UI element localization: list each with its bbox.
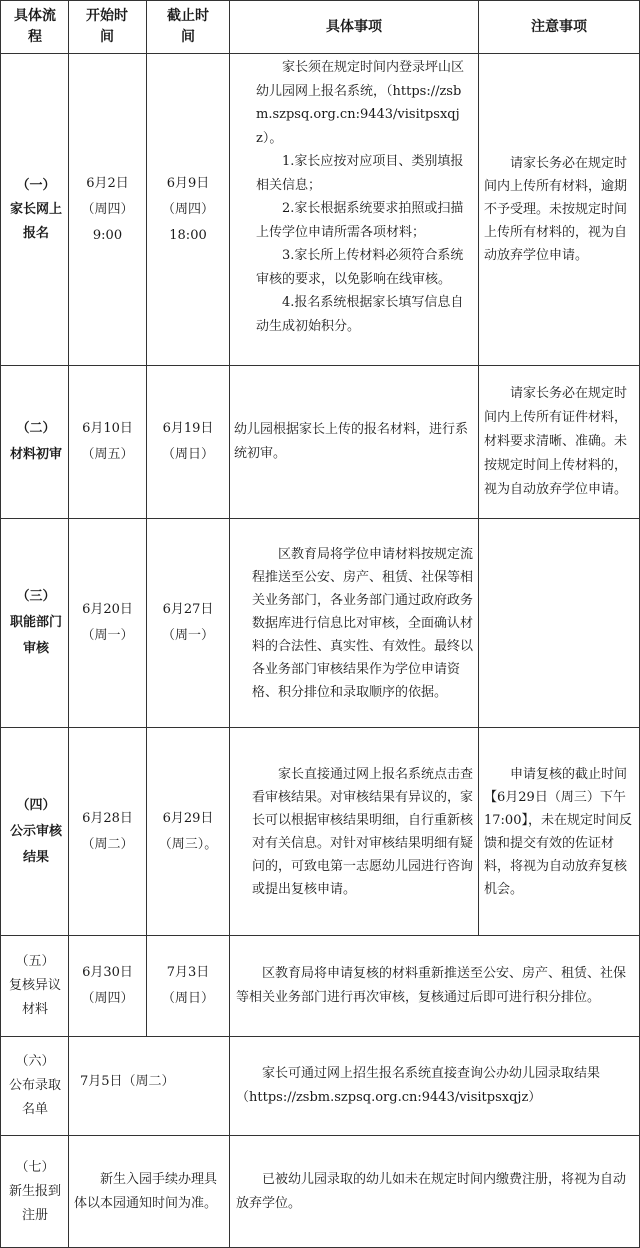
stage-name: 家长网上报名 — [10, 201, 62, 241]
stage-name: 材料初审 — [10, 447, 62, 462]
header-process-text: 具体流程 — [14, 8, 56, 45]
end-date: 6月19日 — [162, 421, 214, 436]
combined-date: 新生入园手续办理具体以本园通知时间为准。 — [74, 1171, 218, 1211]
start-day: （周四） — [81, 201, 134, 217]
start-time-cell — [69, 936, 146, 1036]
stage-cell — [10, 54, 62, 365]
header-notes — [479, 1, 639, 53]
notes-cell — [484, 54, 634, 365]
start-date: 6月20日 — [82, 602, 133, 617]
start-time-cell — [69, 728, 146, 935]
notes-cell — [484, 366, 634, 518]
stage-name: 公布录取名单 — [8, 1078, 61, 1117]
end-day: （周日） — [161, 447, 214, 462]
header-end — [166, 1, 210, 53]
header-details — [230, 1, 478, 53]
end-day: （周四） — [161, 201, 214, 217]
start-time-cell — [69, 519, 146, 727]
start-day: （周二） — [81, 836, 134, 852]
details-paragraph: 家长可通过网上招生报名系统直接查询公办幼儿园录取结果（https://zsbm.szpsq.org.cn:9443/visitpsxqjz） — [236, 1066, 601, 1105]
header-notes-text: 注意事项 — [531, 18, 587, 35]
start-day: （周五） — [81, 447, 134, 462]
notes-cell — [484, 728, 634, 935]
rule — [229, 0, 230, 1248]
details-paragraph: 3.家长所上传材料必须符合系统审核的要求，以免影响在线审核。 — [256, 248, 464, 287]
details-cell — [252, 728, 474, 935]
rule — [0, 0, 1, 1248]
stage-name: 公示审核结果 — [10, 823, 62, 865]
notes-text: 请家长务必在规定时间内上传所有证件材料，材料要求清晰、准确。未按规定时间上传材料的，视为自动放弃学位申请。 — [484, 386, 628, 497]
notes-text: 请家长务必在规定时间内上传所有材料，逾期不予受理。未按规定时间上传所有材料的，视为自动放弃学位申请。 — [484, 156, 628, 263]
end-time-cell — [147, 366, 229, 518]
details-cell — [256, 56, 474, 364]
stage-name: 复核异议材料 — [8, 978, 61, 1017]
stage-name: 职能部门审核 — [10, 615, 62, 656]
details-paragraph: 家长直接通过网上报名系统点击查看审核结果。对审核结果有异议的，家长可以根据审核结果明细，自行重新核对有关信息。对针对审核结果明细有疑问的，可致电第一志愿幼儿园进行咨询或提出复核申请。 — [252, 766, 474, 897]
details-paragraph: 1.家长应按对应项目、类别填报相关信息； — [256, 154, 464, 193]
stage-number: （三） — [16, 589, 56, 604]
start-date: 6月28日 — [82, 810, 133, 826]
stage-number: （五） — [15, 954, 55, 969]
details-cell — [252, 519, 474, 727]
stage-cell — [4, 936, 66, 1036]
combined-date: 7月5日（周二） — [80, 1074, 175, 1089]
details-cell — [236, 1037, 634, 1135]
date-cell — [74, 1136, 226, 1247]
end-date: 6月9日 — [166, 175, 210, 191]
details-paragraph: 已被幼儿园录取的幼儿如未在规定时间内缴费注册，将视为自动放弃学位。 — [236, 1171, 627, 1211]
header-details-text: 具体事项 — [326, 18, 382, 35]
details-paragraph: 4.报名系统根据家长填写信息自动生成初始积分。 — [256, 295, 464, 334]
start-day: （周一） — [81, 628, 134, 643]
start-clock: 9:00 — [92, 227, 123, 243]
details-cell — [236, 936, 634, 1036]
stage-number: （二） — [16, 421, 56, 436]
stage-number: （六） — [15, 1054, 55, 1069]
end-time-cell — [147, 728, 229, 935]
stage-cell — [10, 366, 62, 518]
start-date: 6月2日 — [86, 175, 129, 191]
details-paragraph: 区教育局将申请复核的材料重新推送至公安、房产、租赁、社保等相关业务部门进行再次审核，复核通过后即可进行积分排位。 — [236, 966, 627, 1005]
details-paragraph: 2.家长根据系统要求拍照或扫描上传学位申请所需各项材料； — [256, 201, 464, 240]
stage-cell — [10, 519, 62, 727]
start-date: 6月10日 — [82, 421, 133, 436]
stage-cell — [4, 1037, 66, 1135]
stage-number: （四） — [16, 797, 56, 813]
rule — [478, 0, 479, 935]
header-process — [10, 1, 60, 53]
details-cell — [234, 366, 474, 518]
start-time-cell — [69, 366, 146, 518]
end-day: （周一） — [161, 628, 214, 643]
details-paragraph: 家长须在规定时间内登录坪山区幼儿园网上报名系统，（https://zsbm.szpsq.org.cn:9443/visitpsxqjz）。 — [256, 60, 465, 146]
notes-text: 申请复核的截止时间【6月29日（周三）下午17:00】，未在规定时间反馈和提交有效的佐证材料，将视为自动放弃复核机会。 — [484, 766, 632, 897]
stage-number: （七） — [15, 1159, 55, 1175]
start-date: 6月30日 — [82, 965, 133, 980]
end-clock: 18:00 — [169, 227, 207, 243]
details-paragraph: 幼儿园根据家长上传的报名材料，进行系统初审。 — [234, 422, 469, 461]
end-date: 6月29日 — [162, 810, 214, 826]
end-time-cell — [147, 936, 229, 1036]
end-day: （周日） — [161, 991, 214, 1006]
start-time-cell — [69, 54, 146, 365]
end-date: 7月3日 — [166, 965, 210, 980]
details-paragraph: 区教育局将学位申请材料按规定流程推送至公安、房产、租赁、社保等相关业务部门，各业务部门通过政府政务数据库进行信息比对审核，全面确认材料的合法性、真实性、有效性。最终以各业务部门审核结果作为学位申请资格、积分排位和录取顺序的依据。 — [252, 546, 474, 700]
header-start — [86, 1, 128, 53]
date-cell — [80, 1037, 228, 1135]
details-cell — [236, 1136, 634, 1247]
header-end-text: 截止时间 — [167, 8, 209, 45]
start-day: （周四） — [81, 991, 134, 1006]
notes-cell — [484, 519, 634, 727]
stage-number: （一） — [16, 177, 56, 193]
end-time-cell — [147, 519, 229, 727]
end-date: 6月27日 — [162, 602, 214, 617]
stage-cell — [10, 728, 62, 935]
stage-cell — [4, 1136, 66, 1247]
header-start-text: 开始时间 — [86, 8, 128, 45]
end-time-cell — [147, 54, 229, 365]
end-day: （周三）。 — [158, 836, 218, 852]
stage-name: 新生报到注册 — [8, 1183, 61, 1223]
